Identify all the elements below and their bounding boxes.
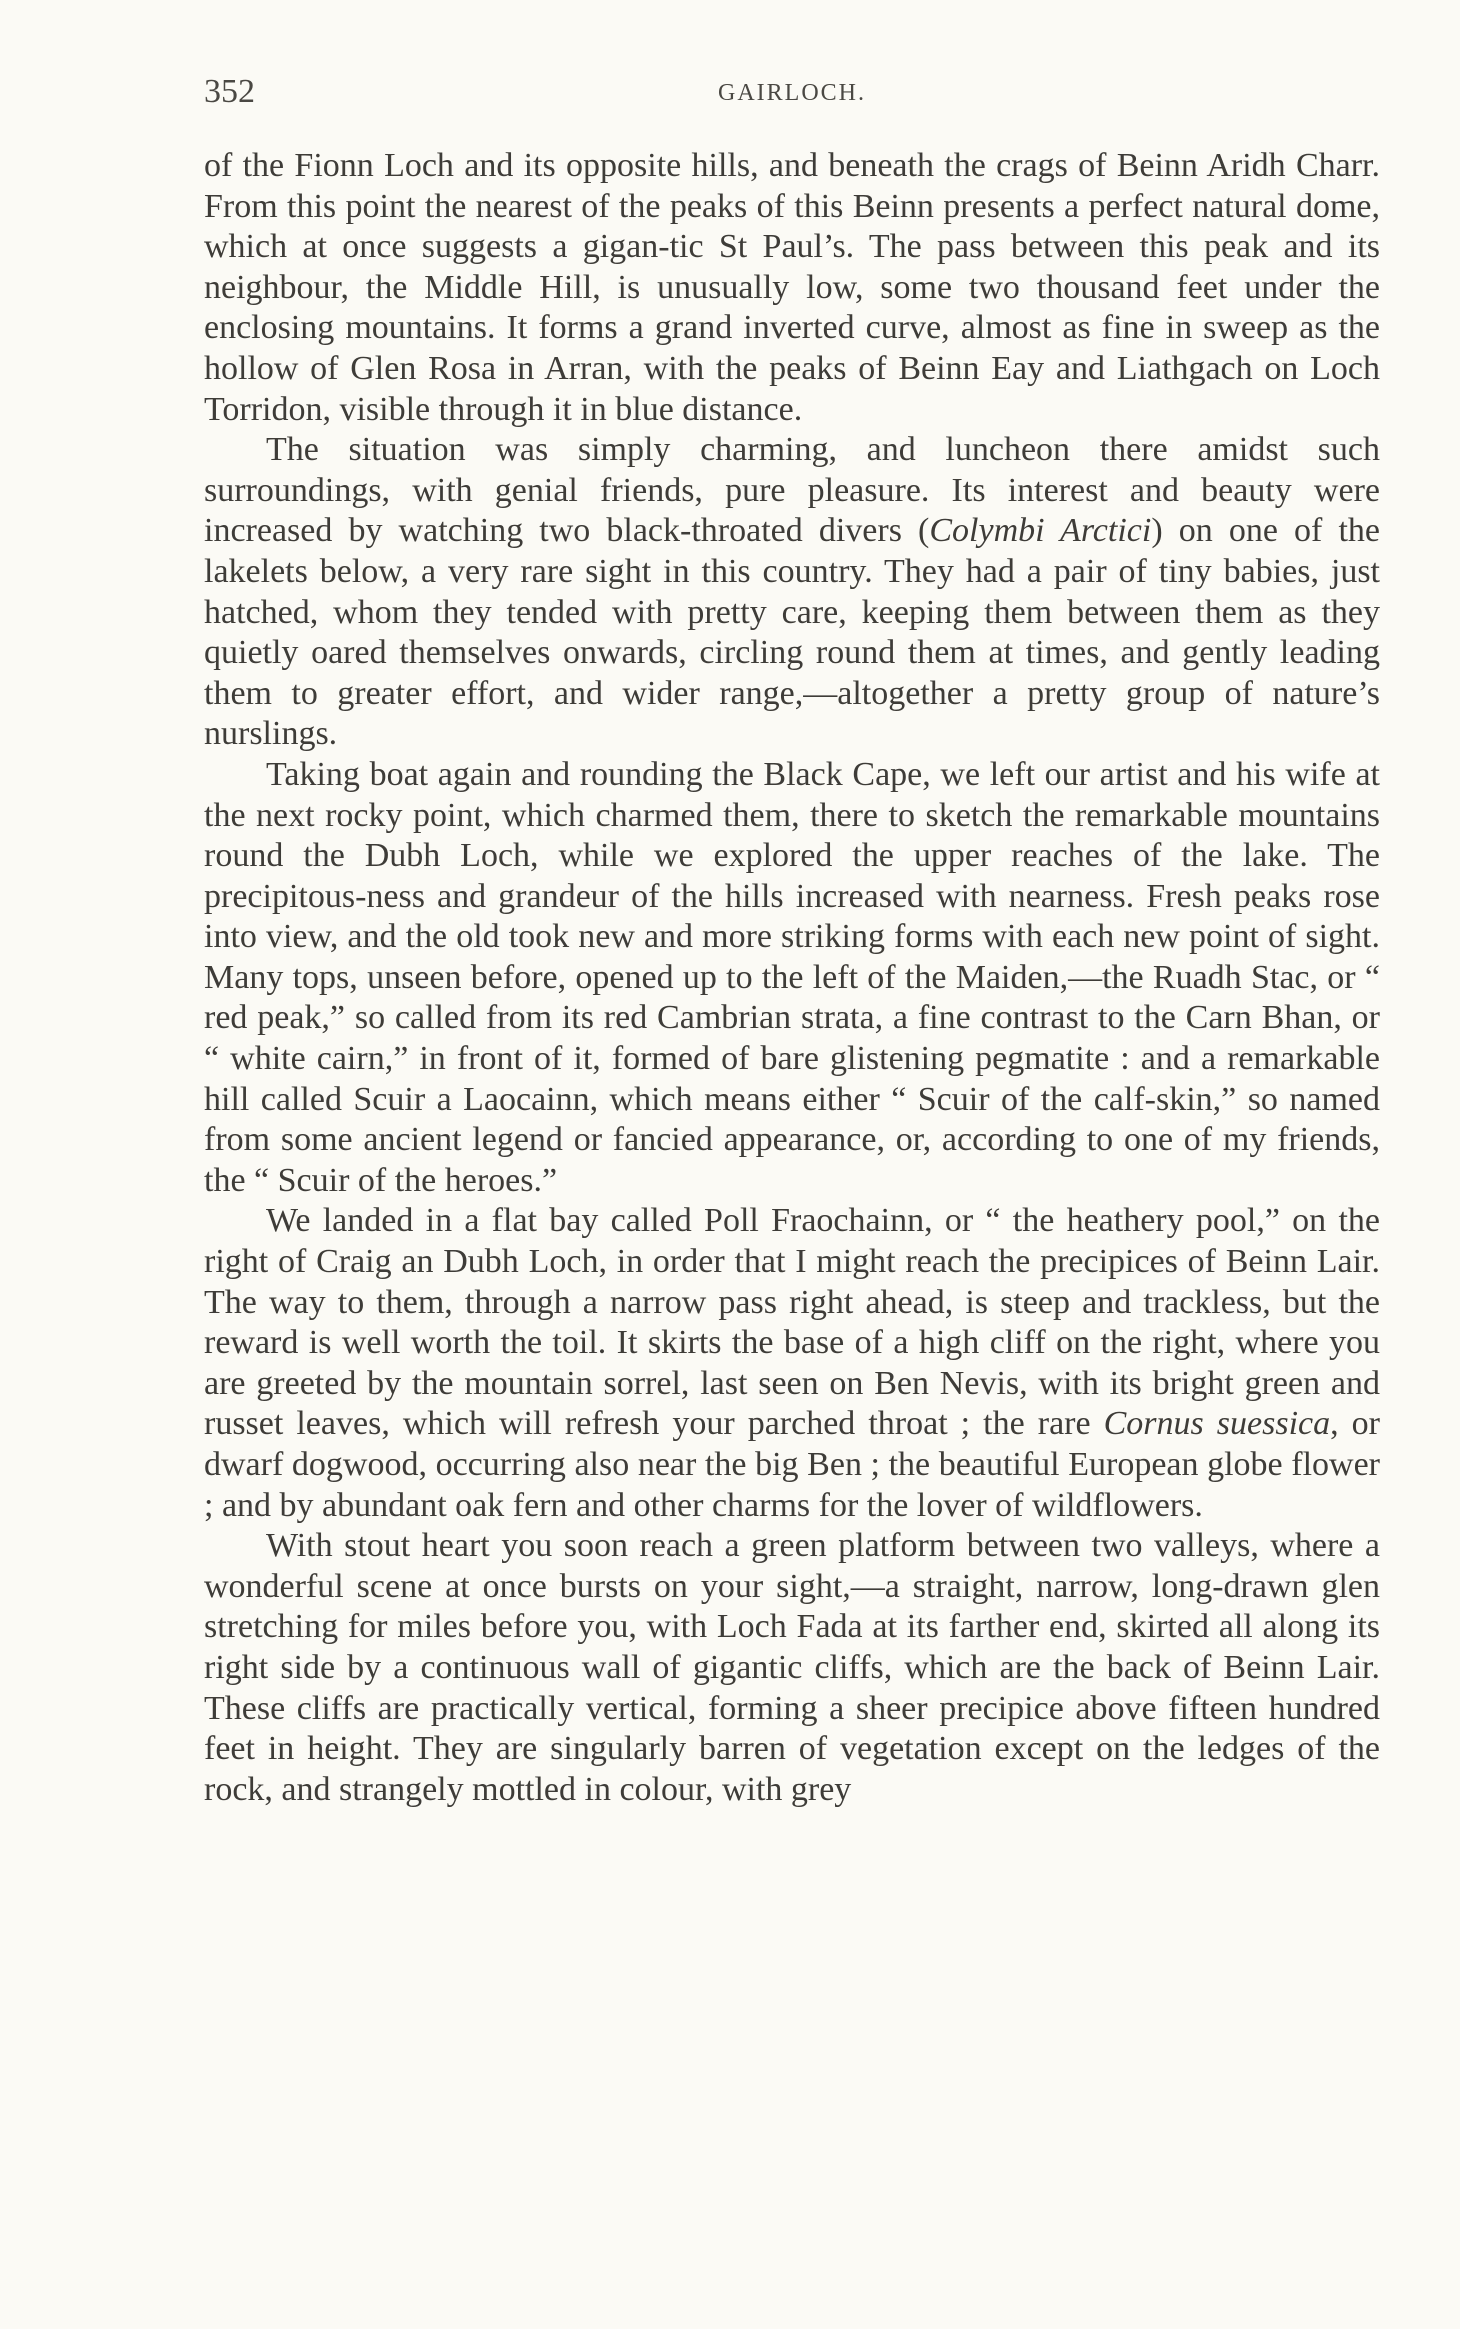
text-run: With stout heart you soon reach a green platform between two valleys, where a wonderful scene at once bursts on your sight,—a straight, narrow, long-drawn glen stretching for miles before you, with Loch Fada at its farther end, skirted all along its right side by a continuous wall of gigantic cliffs, which are the back of Beinn Lair. These cliffs are practically vertical, forming a sheer precipice above fifteen hundred feet in height. They are singularly barren of vegetation except on the ledges of the rock, and strangely mottled in colour, with grey xyxy=(204,1527,1380,1808)
text-run: The situation was simply charming, and luncheon there amidst such surroundings, with genial friends, pure pleasure. Its interest and beauty were increased by watching two black-throated divers ( xyxy=(204,431,1380,550)
paragraph xyxy=(204,146,1380,430)
text-run: of the Fionn Loch and its opposite hills, and beneath the crags of Beinn Aridh Charr. From this point the nearest of the peaks of this Beinn presents a perfect natural dome, which at once suggests a gigan-tic St Paul’s. The pass between this peak and its neighbour, the Middle Hill, is unusually low, some two thousand feet under the enclosing mountains. It forms a grand inverted curve, almost as fine in sweep as the hollow of Glen Rosa in Arran, with the peaks of Beinn Eay and Liathgach on Loch Torridon, visible through it in blue distance. xyxy=(204,147,1380,428)
italic-term: Cornus suessica xyxy=(1103,1405,1331,1443)
paragraph xyxy=(204,1526,1380,1810)
body-text xyxy=(204,146,1380,1810)
running-head xyxy=(204,72,1380,122)
text-run: Taking boat again and rounding the Black Cape, we left our artist and his wife at the next rocky point, which charmed them, there to sketch the remarkable mountains round the Dubh Loch, while we explored the upper reaches of the lake. The precipitous-ness and grandeur of the hills increased with nearness. Fresh peaks rose into view, and the old took new and more striking forms with each new point of sight. Many tops, unseen before, opened up to the left of the Maiden,—the Ruadh Stac, or “ red peak,” so called from its red Cambrian strata, a fine contrast to the Carn Bhan, or “ white cairn,” in front of it, formed of bare glistening pegmatite : and a remarkable hill called Scuir a Laocainn, which means either “ Scuir of the calf-skin,” so named from some ancient legend or fancied appearance, or, according to one of my friends, the “ Scuir of the heroes.” xyxy=(204,755,1380,1199)
running-title: GAIRLOCH. xyxy=(718,80,866,106)
text-run: ) on one of the lakelets below, a very rare sight in this country. They had a pair of tiny babies, just hatched, whom they tended with pretty care, keeping them between them as they quietly oared themselves onwards, circling round them at times, and gently leading them to greater effort, and wider range,—altogether a pretty group of nature’s nurslings. xyxy=(204,512,1380,753)
page-number: 352 xyxy=(204,73,255,110)
paragraph xyxy=(204,1201,1380,1526)
paragraph xyxy=(204,430,1380,755)
italic-term: Colymbi Arctici xyxy=(929,512,1152,550)
text-run: We landed in a flat bay called Poll Fraochainn, or “ the heathery pool,” on the right of Craig an Dubh Loch, in order that I might reach the precipices of Beinn Lair. The way to them, through a narrow pass right ahead, is steep and trackless, but the reward is well worth the toil. It skirts the base of a high cliff on the right, where you are greeted by the mountain sorrel, last seen on Ben Nevis, with its bright green and russet leaves, which will refresh your parched throat ; the rare xyxy=(204,1202,1380,1443)
text-run: , or dwarf dogwood, occurring also near the big Ben ; the beautiful European globe flower ; and by abundant oak fern and other charms for the lover of wildflowers. xyxy=(204,1405,1381,1524)
paragraph xyxy=(204,755,1380,1202)
